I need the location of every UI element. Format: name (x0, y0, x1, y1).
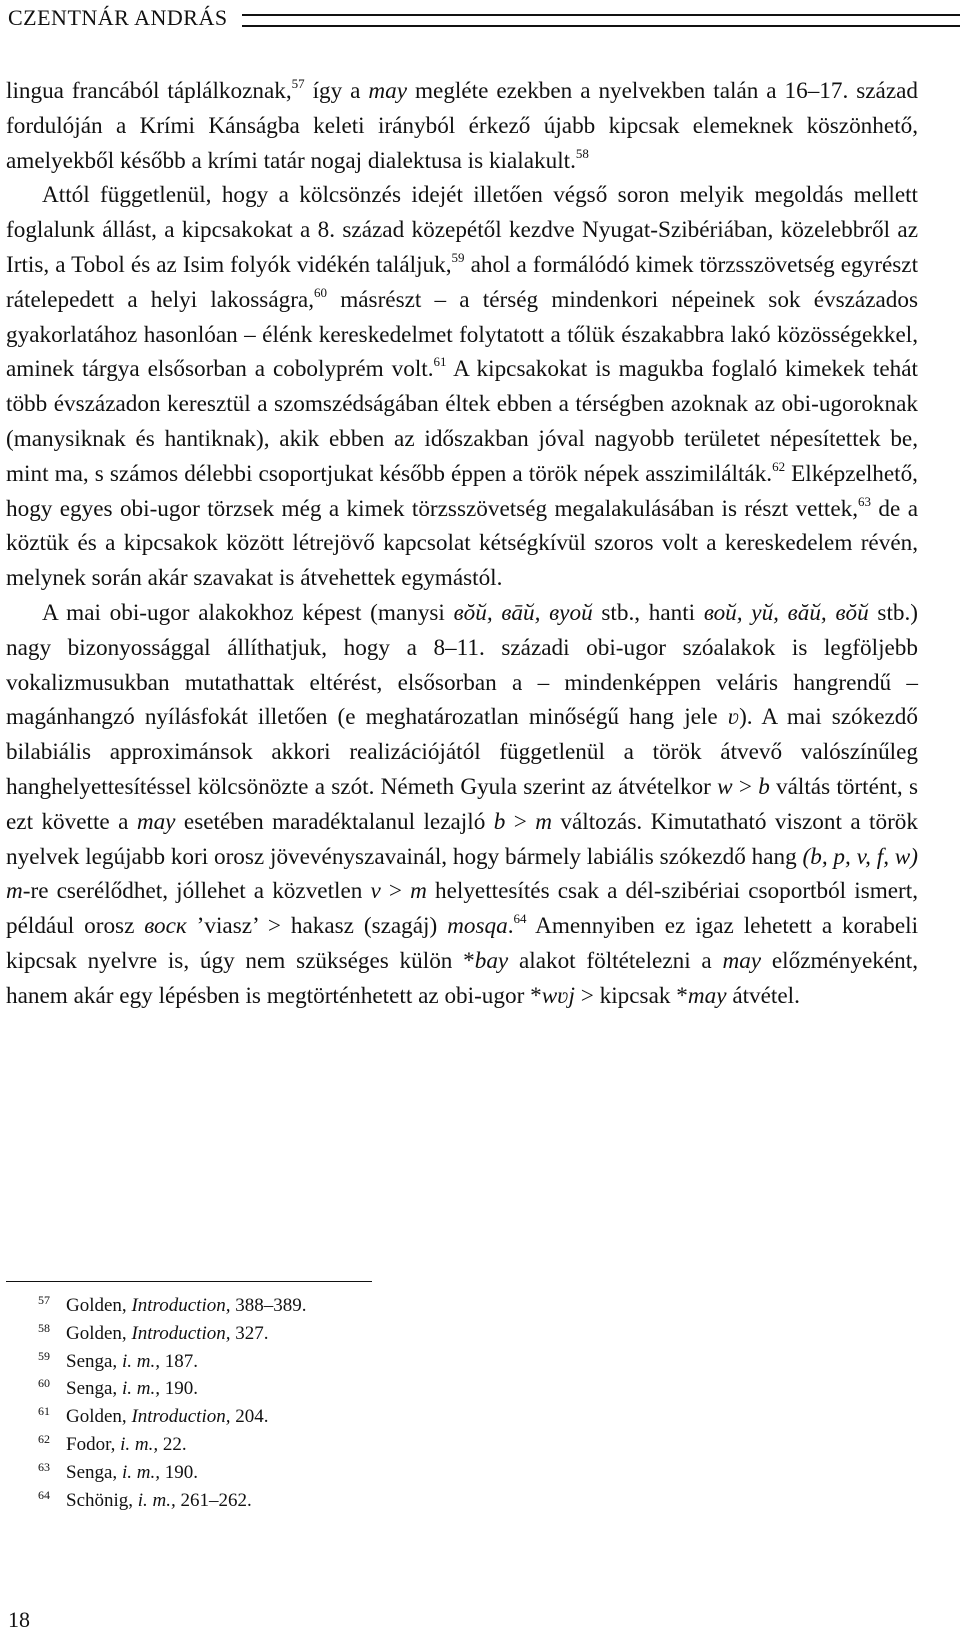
footnote-pages: 204. (230, 1406, 269, 1428)
footnote-author: Golden, (66, 1406, 132, 1428)
text-run: így a (304, 78, 369, 104)
text-run: -re cserélődhet, jóllehet a közvetlen (22, 878, 371, 905)
footnote-ref-62[interactable]: 62 (772, 458, 786, 474)
footnote-pages: 22. (158, 1433, 187, 1455)
text-run: átvétel. (726, 982, 800, 1009)
text-run: > (505, 808, 536, 835)
paragraph-1 (6, 74, 918, 178)
footnote-separator (6, 1281, 372, 1282)
footnote-58: 58 Golden, Introduction, 327. (38, 1320, 269, 1344)
text-run: A kipcsakokat is magukba foglaló kimekek tehát több évszázadon keresztül a szomszédságában éltek ebben a térségben azoknak az obi-ugoroknak (manysiknak és hantiknak), akik ebben az időszakban jóval nagyobb területet népesítettek be, mint ma, s számos délebbi csoportjukat később éppen a török népek asszimilálták. (6, 356, 918, 487)
text-run: lingua francából táplálkoznak, (6, 78, 292, 104)
text-run: alakot föltételezni a (508, 947, 723, 974)
text-run: Elképzelhető, hogy egyes obi-ugor törzsek még a kimek törzsszövetség megalakulásában is részt vettek, (6, 460, 918, 522)
main-text (6, 74, 918, 1014)
page-number: 18 (8, 1607, 30, 1632)
footnote-author: Senga, (66, 1378, 122, 1400)
footnote-64: 64 Schönig, i. m., 261–262. (38, 1487, 252, 1511)
italic-term: v (370, 878, 381, 905)
italic-term: b (758, 773, 770, 800)
footnote-work: i. m., (121, 1350, 160, 1372)
footnote-ref-63[interactable]: 63 (858, 493, 872, 509)
text-run: ahol a formálódó kimek törzsszövetség egyrészt rátelepedett a helyi lakosságra, (6, 251, 919, 313)
italic-term: воск (144, 913, 187, 940)
footnote-author: Senga, (66, 1461, 122, 1483)
text-run: A mai obi-ugor alakokhoz képest (manysi (42, 599, 454, 626)
text-run: helyettesítés csak a dél-szibériai csoportból ismert, például orosz (6, 878, 919, 940)
footnote-pages: 190. (159, 1461, 198, 1483)
footnote-ref-60[interactable]: 60 (314, 284, 328, 300)
italic-term: may (136, 808, 176, 835)
footnote-57: 57 Golden, Introduction, 388–389. (38, 1293, 307, 1316)
text-run: de a köztük és a kipcsakok között létrejövő kapcsolat kétségkívül szoros volt a kereskedelem révén, melynek során akár szavakat is átvehettek egymástól. (6, 495, 918, 592)
italic-term: may (368, 78, 408, 104)
footnote-work: i. m., (121, 1378, 160, 1400)
footnote-ref-57[interactable]: 57 (291, 76, 305, 91)
footnote-pages: 327. (230, 1322, 269, 1344)
italic-term: (b, p, v, f, w) m (6, 843, 918, 905)
footnote-62: 62 Fodor, i. m., 22. (38, 1431, 187, 1455)
italic-term: вой, уй, вăй, вŏй (703, 599, 869, 626)
text-run: Amennyiben ez igaz lehetett a korabeli kipcsak nyelvre is, úgy nem szükséges külön * (6, 913, 919, 974)
text-run: stb.) nagy bizonyossággal állíthatjuk, hogy a 8–11. századi obi-ugor szóalakok is legföljebb vokalizmusukban mutathattak eltérést, elsősorban a – mindenképpen veláris hangrendű – magánhangzó nyílásfokát illetően (e meghatározatlan minőségű hang jele (6, 599, 918, 731)
italic-term: w (717, 773, 733, 800)
footnote-work: Introduction, (131, 1406, 231, 1428)
footnote-ref-61[interactable]: 61 (433, 354, 447, 370)
paragraph-3 (6, 596, 918, 1014)
italic-term: ʋ (727, 704, 740, 731)
text-run: > (380, 878, 411, 905)
text-run: változás. Kimutatható viszont a török nyelvek legújabb kori orosz jövevényszavainál, hogy bármely labiális szókezdő hang (6, 808, 918, 870)
italic-term: вŏй, вāй, вуой (453, 599, 593, 626)
header-double-rule (242, 14, 960, 27)
footnote-author: Golden, (66, 1322, 132, 1344)
footnote-work: Introduction, (131, 1295, 231, 1316)
running-header (8, 4, 960, 32)
footnote-ref-58[interactable]: 58 (575, 145, 589, 161)
text-run: ’viasz’ > hakasz (szagáj) (186, 913, 448, 940)
italic-term: m (410, 878, 427, 905)
footnote-author: Senga, (66, 1350, 122, 1372)
footnote-author: Schönig, (66, 1489, 138, 1511)
text-run: megléte ezekben a nyelvekben talán a 16–17. század fordulóján a Krími Kánságba keleti irányból érkező újabb kipcsak elemeknek köszönhető, amelyekből később a krími tatár nogaj dialektusa is kialakult. (6, 78, 918, 174)
footnote-work: Introduction, (131, 1322, 231, 1344)
footnote-work: i. m., (137, 1489, 176, 1511)
paragraph-2 (6, 178, 918, 596)
text-run: stb., hanti (592, 599, 704, 626)
footnote-59: 59 Senga, i. m., 187. (38, 1348, 198, 1372)
text-run: esetében maradéktalanul lezajló (175, 808, 494, 835)
italic-term: may (722, 947, 762, 974)
footnote-60: 60 Senga, i. m., 190. (38, 1376, 198, 1400)
footnote-63: 63 Senga, i. m., 190. (38, 1459, 198, 1483)
footnote-pages: 388–389. (230, 1295, 307, 1316)
footnotes (38, 1292, 306, 1514)
italic-term: b (493, 808, 506, 835)
footnote-work: i. m., (120, 1433, 159, 1455)
footnote-pages: 190. (159, 1378, 198, 1400)
footnote-pages: 187. (159, 1350, 198, 1372)
footnote-61: 61 Golden, Introduction, 204. (38, 1404, 269, 1428)
footnote-ref-64[interactable]: 64 (513, 911, 527, 927)
italic-term: wʋj (541, 982, 575, 1009)
text-run: . (507, 913, 514, 940)
running-header-author: CZENTNÁR ANDRÁS (8, 4, 236, 32)
text-run: előzményeként, hanem akár egy lépésben is megtörténhetett az obi-ugor * (6, 947, 919, 1009)
footnote-pages: 261–262. (175, 1489, 252, 1511)
text-run: Attól függetlenül, hogy a kölcsönzés idejét illetően végső soron melyik megoldás mellett foglalunk állást, a kipcsakokat a 8. század közepétől kezdve Nyugat-Szibériában, közelebbről az Irtis, a Tobol és az Isim folyók vidékén találjuk, (6, 182, 918, 278)
text-run: ). A mai szókezdő bilabiális approximánsok akkori realizációjától függetlenül a török átvevő valószínűleg hanghelyettesítéssel kölcsönözte a szót. Németh Gyula szerint az átvételkor (6, 704, 918, 800)
italic-term: mosqa (447, 913, 508, 940)
text-run: > kipcsak * (574, 982, 688, 1009)
footnote-work: i. m., (121, 1461, 160, 1483)
footnote-author: Fodor, (66, 1433, 121, 1455)
footnote-author: Golden, (66, 1295, 132, 1316)
italic-term: m (535, 808, 552, 835)
footnote-ref-59[interactable]: 59 (451, 249, 465, 265)
italic-term: bay (474, 947, 509, 974)
text-run: másrészt – a térség mindenkori népeinek sok évszázados gyakorlatához hasonlóan – élénk kereskedelmet folytatott a tőlük északabbra lakó közösségekkel, aminek tárgya elsősorban a cobolyprém volt. (6, 286, 918, 383)
italic-term: may (687, 982, 727, 1009)
text-run: váltás történt, s ezt követte a (6, 773, 918, 835)
text-run: > (732, 773, 759, 800)
